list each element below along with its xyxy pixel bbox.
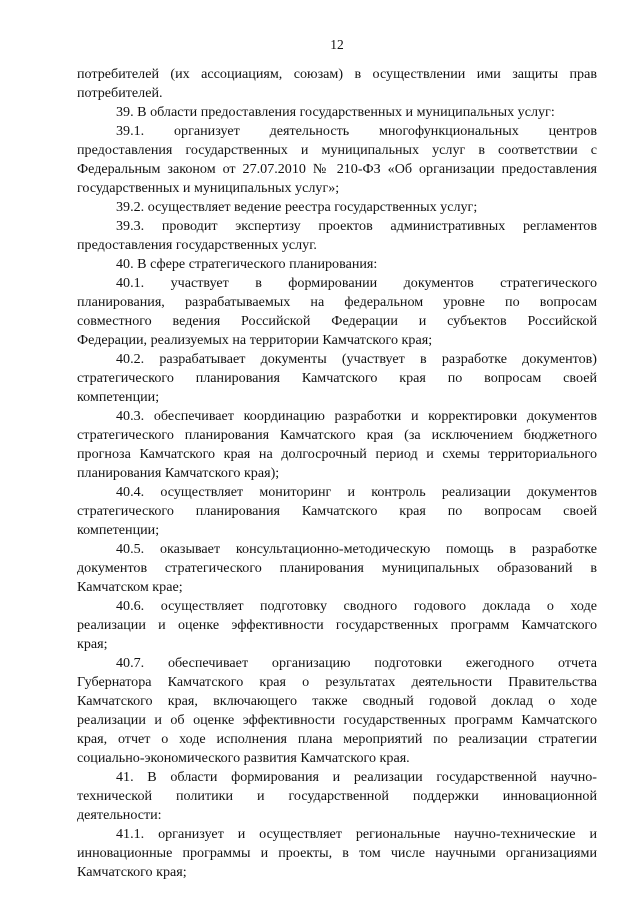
paragraph [77, 597, 597, 654]
text-line: 41.1. организует и осуществляет региональные научно-технические и [116, 826, 597, 842]
paragraph [77, 198, 597, 217]
text-line: 39.2. осуществляет ведение реестра государственных услуг; [116, 199, 478, 215]
text-line: планирования Камчатского края); [77, 465, 280, 481]
paragraph [77, 540, 597, 597]
text-line: Губернатора Камчатского края о результатах деятельности Правительства [77, 674, 597, 690]
text-line: потребителей (их ассоциациям, союзам) в осуществлении ими защиты прав [77, 66, 597, 82]
text-line: стратегического планирования Камчатского края по вопросам своей [77, 503, 597, 519]
text-line: реализации и оценке эффективности государственных программ Камчатского [77, 617, 597, 633]
paragraph [77, 255, 597, 274]
page-number: 12 [330, 37, 344, 52]
text-line: Камчатском крае; [77, 579, 183, 595]
text-line: 40.6. осуществляет подготовку сводного годового доклада о ходе [116, 598, 597, 614]
text-line: государственных и муниципальных услуг»; [77, 180, 340, 196]
text-line: 40.3. обеспечивает координацию разработки и корректировки документов [116, 408, 597, 424]
paragraph [77, 483, 597, 540]
paragraph [77, 65, 597, 103]
text-line: социально-экономического развития Камчатского края. [77, 750, 410, 766]
paragraph [77, 654, 597, 768]
text-line: стратегического планирования Камчатского края (за исключением бюджетного [77, 427, 597, 443]
paragraph [77, 350, 597, 407]
text-line: Камчатского края; [77, 864, 187, 880]
text-line: 40.1. участвует в формировании документов стратегического [116, 275, 597, 291]
text-line: 40. В сфере стратегического планирования: [116, 256, 378, 272]
text-line: 40.4. осуществляет мониторинг и контроль реализации документов [116, 484, 597, 500]
text-line: предоставления государственных и муниципальных услуг в соответствии с [77, 142, 597, 158]
paragraph [77, 217, 597, 255]
paragraph [77, 122, 597, 198]
text-line: предоставления государственных услуг. [77, 237, 317, 253]
text-line: 41. В области формирования и реализации государственной научно- [116, 769, 597, 785]
text-line: 39. В области предоставления государственных и муниципальных услуг: [116, 104, 555, 120]
text-line: реализации и об оценке эффективности государственных программ Камчатского [77, 712, 597, 728]
text-line: 40.7. обеспечивает организацию подготовки ежегодного отчета [116, 655, 597, 671]
text-line: планирования, разрабатываемых на федеральном уровне по вопросам [77, 294, 597, 310]
text-line: компетенции; [77, 389, 160, 405]
text-line: документов стратегического планирования муниципальных образований в [77, 560, 597, 576]
text-line: 40.5. оказывает консультационно-методическую помощь в разработке [116, 541, 597, 557]
text-line: потребителей. [77, 85, 163, 101]
text-line: Федеральным законом от 27.07.2010 № 210-ФЗ «Об организации предоставления [77, 161, 597, 177]
text-line: Камчатского края, включающего также сводный годовой доклад о ходе [77, 693, 597, 709]
text-line: инновационные программы и проекты, в том числе научными организациями [77, 845, 597, 861]
text-line: 40.2. разрабатывает документы (участвует в разработке документов) [116, 351, 597, 367]
text-line: Федерации, реализуемых на территории Камчатского края; [77, 332, 433, 348]
text-line: 39.1. организует деятельность многофункциональных центров [116, 123, 597, 139]
document-page [77, 34, 597, 882]
text-line: края, отчет о ходе исполнения плана мероприятий по реализации стратегии [77, 731, 597, 747]
paragraph [77, 768, 597, 825]
document-body [77, 65, 597, 882]
text-line: деятельности: [77, 807, 162, 823]
paragraph [77, 825, 597, 882]
paragraph [77, 407, 597, 483]
text-line: 39.3. проводит экспертизу проектов административных регламентов [116, 218, 597, 234]
text-line: компетенции; [77, 522, 160, 538]
paragraph [77, 274, 597, 350]
text-line: технической политики и государственной поддержки инновационной [77, 788, 597, 804]
paragraph [77, 103, 597, 122]
text-line: края; [77, 636, 108, 652]
text-line: совместного ведения Российской Федерации и субъектов Российской [77, 313, 597, 329]
text-line: прогноза Камчатского края на долгосрочный период и схемы территориального [77, 446, 597, 462]
text-line: стратегического планирования Камчатского края по вопросам своей [77, 370, 597, 386]
